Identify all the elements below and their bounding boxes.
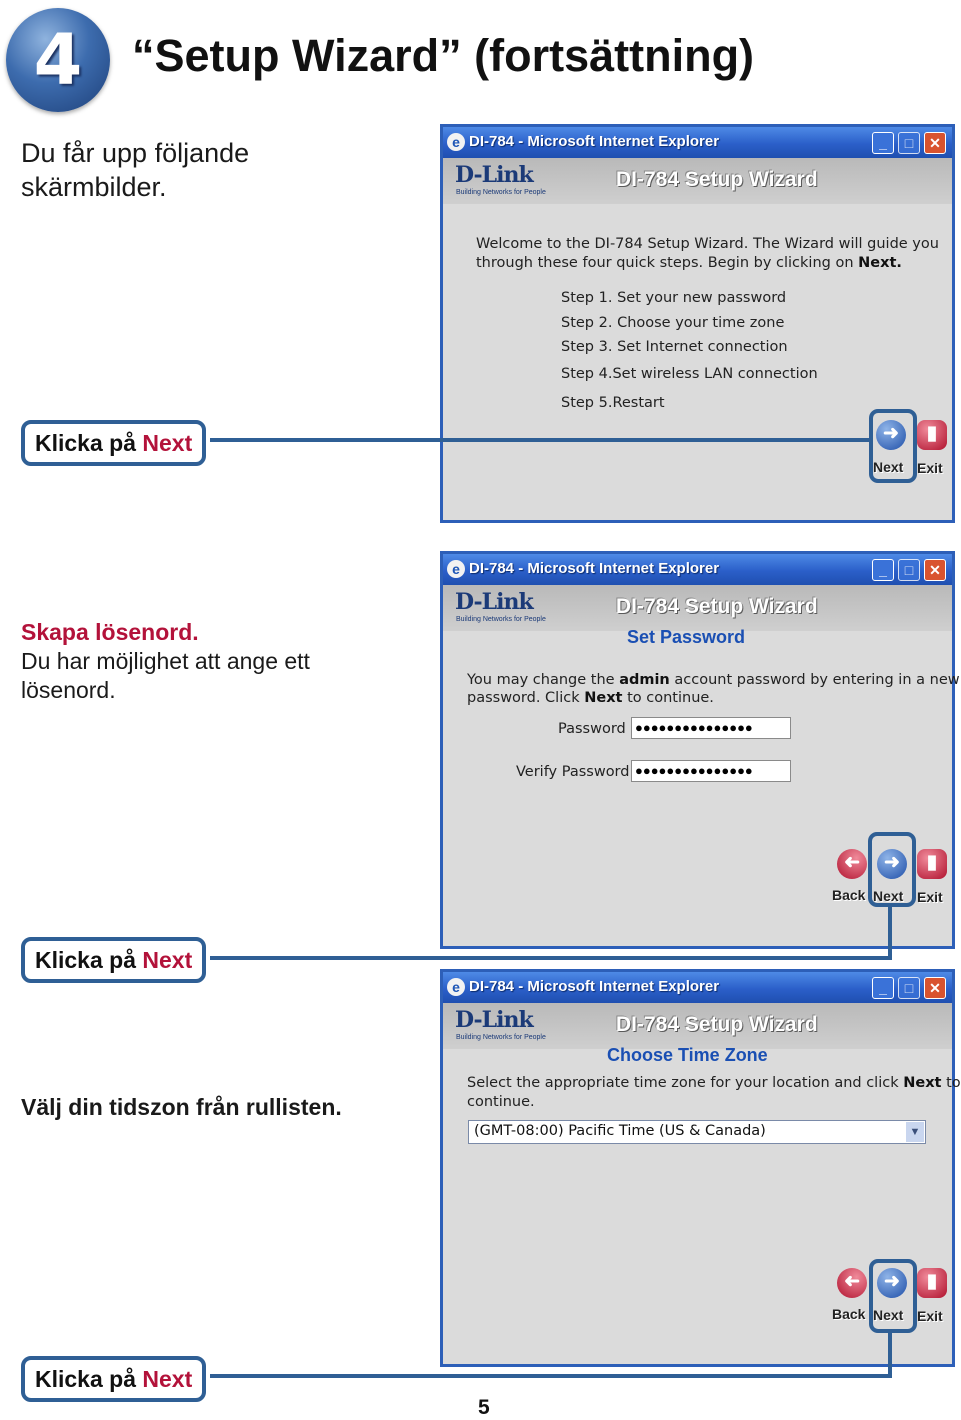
choose-time-zone-heading: Choose Time Zone — [607, 1045, 768, 1065]
password-section-line-1: Du har möjlighet att ange ett — [21, 648, 310, 674]
welcome-text-2-pre: through these four quick steps. Begin by clicking on — [476, 255, 854, 271]
step-item-1: Step 1. Set your new password — [561, 290, 787, 306]
ie-icon: e — [447, 560, 465, 578]
dlink-logo: D-Link — [455, 589, 533, 615]
welcome-text-1: Welcome to the DI-784 Setup Wizard. The Wizard will guide you — [476, 236, 939, 252]
timezone-selected-value: (GMT-08:00) Pacific Time (US & Canada) — [474, 1123, 766, 1139]
password-desc-2-post: to continue. — [627, 690, 714, 706]
step-item-4: Step 4.Set wireless LAN connection — [561, 366, 818, 382]
set-password-heading: Set Password — [627, 627, 746, 647]
back-label[interactable]: Back — [832, 1306, 866, 1322]
maximize-icon[interactable]: □ — [898, 559, 920, 581]
timezone-desc-1-post: to — [946, 1075, 961, 1091]
back-label[interactable]: Back — [832, 887, 866, 903]
close-icon[interactable]: ✕ — [924, 559, 946, 581]
click-next-callout-2 — [21, 937, 206, 983]
exit-label[interactable]: Exit — [917, 460, 943, 476]
callout-prefix: Klicka på — [35, 430, 136, 456]
callout-prefix: Klicka på — [35, 947, 136, 973]
dlink-banner — [443, 585, 952, 631]
window-titlebar — [443, 127, 952, 158]
password-label: Password — [558, 721, 626, 737]
intro-line-2: skärmbilder. — [21, 172, 167, 202]
exit-icon[interactable]: ▮ — [917, 420, 947, 450]
password-section-line-2: lösenord. — [21, 677, 116, 703]
chevron-down-icon[interactable]: ▼ — [906, 1122, 924, 1142]
next-highlight-box — [869, 409, 917, 483]
wizard-title: DI-784 Setup Wizard — [616, 595, 818, 618]
back-arrow-icon[interactable]: ➜ — [837, 1268, 867, 1298]
window-titlebar — [443, 972, 952, 1003]
click-next-callout-3 — [21, 1356, 206, 1402]
callout-next: Next — [142, 1366, 193, 1392]
intro-text — [21, 136, 249, 204]
password-section-heading: Skapa lösenord. — [21, 619, 199, 645]
callout-next: Next — [142, 947, 193, 973]
timezone-desc-1 — [467, 1074, 961, 1093]
timezone-section-text: Välj din tidszon från rullisten. — [21, 1094, 342, 1120]
step-item-5: Step 5.Restart — [561, 395, 665, 411]
connector-line — [210, 956, 892, 960]
next-highlight-box — [868, 832, 916, 907]
password-desc-2-bold: Next — [584, 690, 623, 706]
exit-label[interactable]: Exit — [917, 889, 943, 905]
minimize-icon[interactable]: _ — [872, 559, 894, 581]
callout-next: Next — [142, 430, 193, 456]
connector-line — [888, 1331, 892, 1378]
minimize-icon[interactable]: _ — [872, 132, 894, 154]
maximize-icon[interactable]: □ — [898, 132, 920, 154]
wizard-title: DI-784 Setup Wizard — [616, 168, 818, 191]
password-desc-1 — [467, 671, 960, 690]
password-desc-2 — [467, 689, 714, 708]
dlink-tagline: Building Networks for People — [456, 1034, 546, 1041]
wizard-title: DI-784 Setup Wizard — [616, 1013, 818, 1036]
minimize-icon[interactable]: _ — [872, 977, 894, 999]
dlink-banner — [443, 158, 952, 204]
password-desc-2-pre: password. Click — [467, 690, 580, 706]
next-arrow-icon[interactable]: ➜ — [876, 420, 906, 450]
next-arrow-icon[interactable]: ➜ — [877, 1268, 907, 1298]
next-label[interactable]: Next — [873, 888, 904, 904]
callout-prefix: Klicka på — [35, 1366, 136, 1392]
window-title: DI-784 - Microsoft Internet Explorer — [469, 560, 720, 577]
verify-password-label: Verify Password — [516, 764, 630, 780]
password-desc-1-post: account password by entering in a new — [674, 672, 960, 688]
window-titlebar — [443, 554, 952, 585]
click-next-callout-1 — [21, 420, 206, 466]
page-number: 5 — [478, 1396, 490, 1419]
back-arrow-icon[interactable]: ➜ — [837, 849, 867, 879]
exit-label[interactable]: Exit — [917, 1308, 943, 1324]
dlink-logo: D-Link — [455, 162, 533, 188]
window-title: DI-784 - Microsoft Internet Explorer — [469, 978, 720, 995]
exit-icon[interactable]: ▮ — [917, 849, 947, 879]
dlink-tagline: Building Networks for People — [456, 189, 546, 196]
timezone-select[interactable] — [468, 1120, 926, 1144]
step-item-2: Step 2. Choose your time zone — [561, 315, 785, 331]
password-desc-1-pre: You may change the — [467, 672, 615, 688]
welcome-text-2-bold: Next. — [858, 255, 902, 271]
welcome-text-2 — [476, 254, 902, 273]
connector-line — [210, 1374, 892, 1378]
step-number: 4 — [33, 19, 83, 101]
dlink-banner — [443, 1003, 952, 1049]
page-title: “Setup Wizard” (fortsättning) — [132, 30, 755, 81]
close-icon[interactable]: ✕ — [924, 132, 946, 154]
next-highlight-box — [869, 1259, 917, 1333]
step-item-3: Step 3. Set Internet connection — [561, 339, 788, 355]
next-label[interactable]: Next — [873, 459, 904, 475]
dlink-tagline: Building Networks for People — [456, 616, 546, 623]
ie-icon: e — [447, 978, 465, 996]
timezone-desc-2: continue. — [467, 1094, 535, 1110]
intro-line-1: Du får upp följande — [21, 138, 250, 168]
next-label[interactable]: Next — [873, 1307, 904, 1323]
ie-icon: e — [447, 133, 465, 151]
timezone-desc-1-pre: Select the appropriate time zone for your location and click — [467, 1075, 899, 1091]
window-title: DI-784 - Microsoft Internet Explorer — [469, 133, 720, 150]
connector-line — [210, 438, 870, 442]
password-input[interactable]: ●●●●●●●●●●●●●●● — [631, 717, 791, 739]
connector-line — [888, 905, 892, 960]
verify-password-input[interactable]: ●●●●●●●●●●●●●●● — [631, 760, 791, 782]
dlink-logo: D-Link — [455, 1007, 533, 1033]
password-section-text — [21, 618, 310, 705]
password-desc-1-bold: admin — [619, 672, 670, 688]
exit-icon[interactable]: ▮ — [917, 1268, 947, 1298]
next-arrow-icon[interactable]: ➜ — [877, 849, 907, 879]
timezone-desc-1-bold: Next — [903, 1075, 942, 1091]
maximize-icon[interactable]: □ — [898, 977, 920, 999]
close-icon[interactable]: ✕ — [924, 977, 946, 999]
